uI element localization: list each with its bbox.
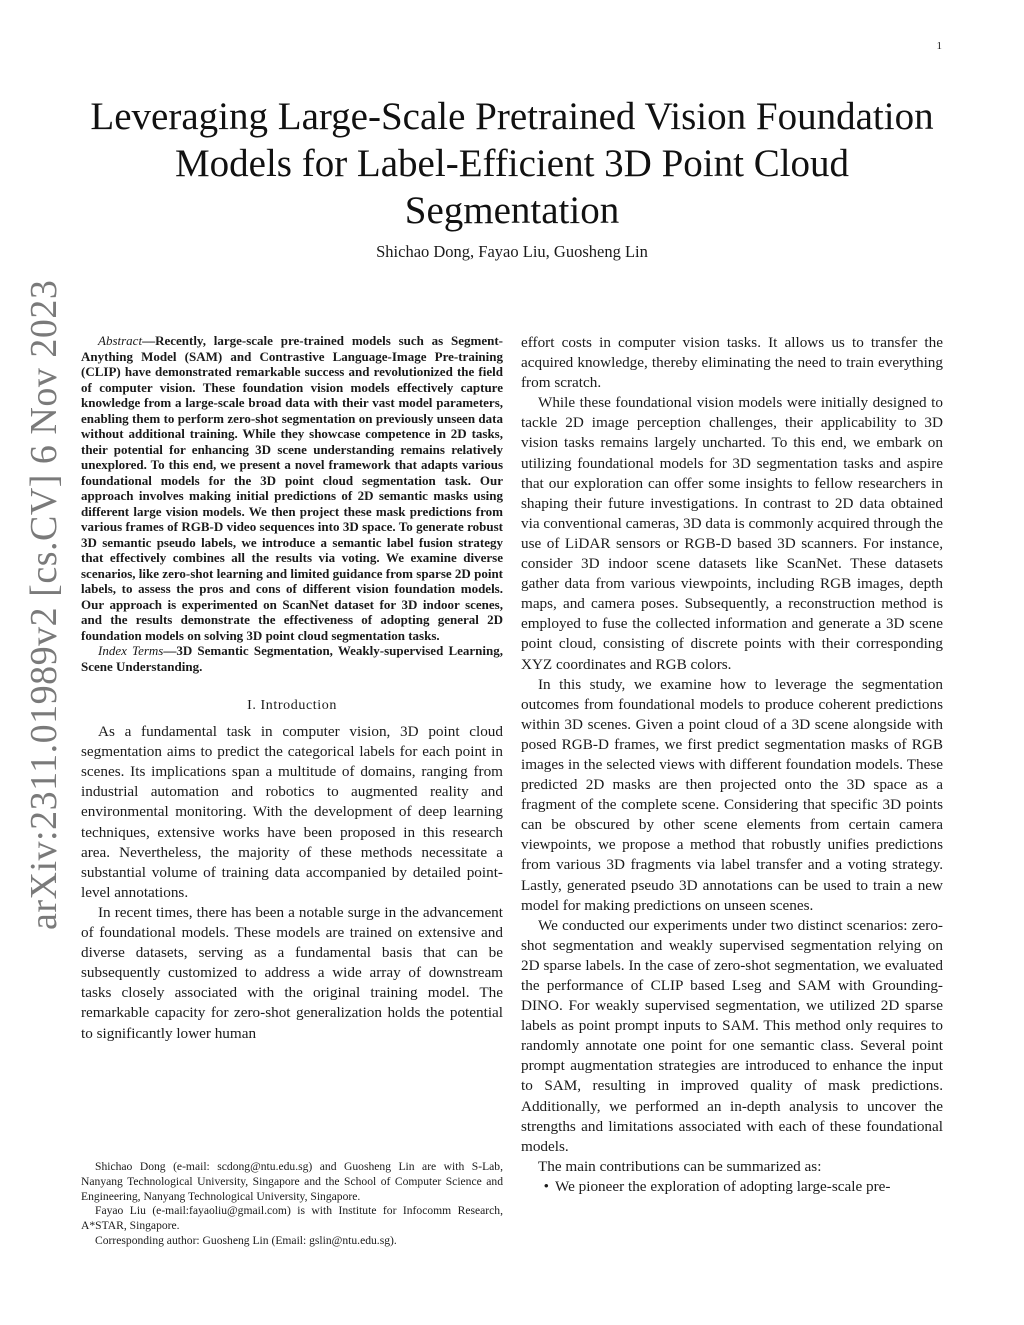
bullet-icon: • [543, 1177, 549, 1195]
intro-paragraph: As a fundamental task in computer vision, 3D point cloud segmentation aims to predict the categorical labels for each point in scenes. Its implications span a multitude of domains, ranging from industrial automation and robotics to augmented reality and environmental monitoring. With the development of deep learning techniques, extensive works have been proposed in this research area. Nevertheless, the majority of these methods necessitate a substantial volume of training data accompanied by detailed point-level annotations. [81, 723, 503, 901]
index-terms-label: Index Terms [98, 643, 164, 658]
intro-paragraph: In recent times, there has been a notable surge in the advancement of foundational models. These models are trained on extensive and diverse datasets, serving as a fundamental basis that can be subsequently customized to address a wide array of downstream tasks closely associated with the original training model. The remarkable capacity for zero-shot generalization holds the potential to significantly lower human [81, 903, 503, 1042]
contribution-text: We pioneer the exploration of adopting large-scale pre- [555, 1177, 891, 1195]
abstract [81, 333, 503, 643]
footnote-corresponding-author: Corresponding author: Guosheng Lin (Email: gslin@ntu.edu.sg). [95, 1233, 397, 1247]
intro-paragraph: The main contributions can be summarized as: [538, 1157, 822, 1175]
index-terms [81, 643, 503, 674]
paper-title: Leveraging Large-Scale Pretrained Vision Foundation Models for Label-Efficient 3D Point Cloud Segmentation [90, 95, 934, 232]
arxiv-identifier: arXiv:2311.01989v2 [cs.CV] 6 Nov 2023 [23, 279, 65, 930]
right-column [521, 333, 943, 1197]
index-terms-text: —3D Semantic Segmentation, Weakly-supervised Learning, Scene Understanding. [81, 643, 503, 674]
footnote-affiliation: Shichao Dong (e-mail: scdong@ntu.edu.sg) and Guosheng Lin are with S-Lab, Nanyang Technological University, Singapore and the School of Computer Science and Engineering, Nanyang Technological University, Singapore. [81, 1160, 503, 1203]
intro-paragraph-continued: effort costs in computer vision tasks. It allows us to transfer the acquired knowledge, thereby eliminating the need to train everything from scratch. [521, 334, 943, 392]
intro-paragraph: In this study, we examine how to leverage the segmentation outcomes from foundational models to produce coherent predictions within 3D scenes. Given a point cloud of a 3D scene alongside with posed RGB-D frames, we first predict segmentation masks of RGB images in the selected views with different foundation models. These predicted 2D masks are then projected onto the 3D space as a fragment of the complete scene. Considering that specific 3D points can be obscured by other scene elements from certain camera viewpoints, we propose a method that robustly unifies predictions from various 3D fragments via label transfer and a voting strategy. Lastly, generated pseudo 3D annotations can be used to train a new model for making predictions on unseen scenes. [521, 675, 943, 914]
intro-paragraph: We conducted our experiments under two distinct scenarios: zero-shot segmentation and weakly supervised segmentation relying on 2D sparse labels. In the case of zero-shot segmentation, we evaluated the performance of CLIP based Lseg and SAM with Grounding-DINO. For weakly supervised segmentation, we utilized 2D sparse labels as point prompt inputs to SAM. This method only requires to randomly annotate one point for one semantic class. Several point prompt augmentation strategies are introduced to enhance the input to SAM, resulting in improved quality of mask predictions. Additionally, we performed an in-depth analysis to uncover the strengths and limitations associated with each of these foundational models. [521, 916, 943, 1155]
footnote-affiliation: Fayao Liu (e-mail:fayaoliu@gmail.com) is with Institute for Infocomm Research, A*STAR, Singapore. [81, 1204, 503, 1233]
contribution-list-item [521, 1177, 943, 1197]
section-heading-introduction: I. Introduction [247, 698, 337, 713]
abstract-text: —Recently, large-scale pre-trained models such as Segment-Anything Model (SAM) and Contrastive Language-Image Pre-training (CLIP) have demonstrated remarkable success and revolutionized the field of computer vision. These foundation vision models effectively capture knowledge from a large-scale broad data with their vast model parameters, enabling them to perform zero-shot segmentation on previously unseen data without additional training. While they showcase competence in 2D tasks, their potential for enhancing 3D scene understanding remains relatively unexplored. To this end, we present a novel framework that adapts various foundational models for the 3D point cloud segmentation task. Our approach involves making initial predictions of 2D semantic masks using different large vision models. We then project these mask predictions from various frames of RGB-D video sequences into 3D space. To generate robust 3D semantic pseudo labels, we introduce a semantic label fusion strategy that effectively combines all the results via voting. We examine diverse scenarios, like zero-shot learning and limited guidance from sparse 2D point labels, to assess the pros and cons of different vision foundation models. Our approach is experimented on ScanNet dataset for 3D indoor scenes, and the results demonstrate the effectiveness of adopting general 2D foundation models on solving 3D point cloud segmentation tasks. [81, 333, 503, 643]
left-column [81, 333, 503, 1044]
intro-paragraph: While these foundational vision models were initially designed to tackle 2D image perception challenges, their applicability to 3D vision tasks remains largely uncharted. To this end, we embark on utilizing foundational models for 3D segmentation tasks and aspire that our exploration can offer some insights to fellow researchers in shaping their future investigations. In contrast to 2D data obtained via conventional cameras, 3D data is commonly acquired through the use of LiDAR sensors or RGB-D based 3D scanners. For instance, consider 3D indoor scene datasets like ScanNet. These datasets gather data from various viewpoints, including RGB images, depth maps, and camera poses. Subsequently, a reconstruction method is employed to fuse the collected information and generate a 3D scene point cloud, consisting of discrete points with their corresponding XYZ coordinates and RGB colors. [521, 394, 943, 673]
footnotes [81, 1160, 503, 1249]
author-list: Shichao Dong, Fayao Liu, Guosheng Lin [376, 242, 648, 261]
abstract-label: Abstract [98, 333, 143, 348]
page-number: 1 [936, 40, 942, 52]
